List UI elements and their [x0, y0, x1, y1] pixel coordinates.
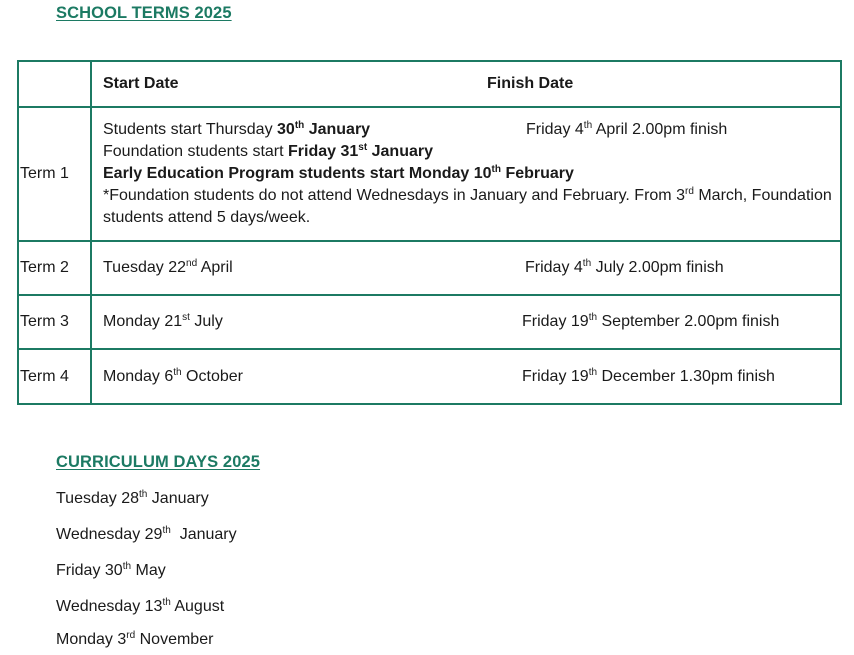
header-empty-cell	[18, 61, 91, 107]
term-4-details	[91, 349, 841, 404]
school-terms-heading: SCHOOL TERMS 2025	[56, 4, 232, 22]
term-label: Term 4	[18, 349, 91, 404]
finish-date-header: Finish Date	[487, 75, 574, 92]
header-cell	[91, 61, 841, 107]
term-2-start-date: Tuesday 22nd April	[103, 258, 233, 276]
table-row-term-2	[18, 241, 841, 295]
table-row-term-3	[18, 295, 841, 349]
term-2-details	[91, 241, 841, 295]
curriculum-days-heading: CURRICULUM DAYS 2025	[56, 453, 261, 471]
term-4-finish-date: Friday 19th December 1.30pm finish	[522, 366, 775, 385]
start-date-header: Start Date	[103, 75, 179, 92]
term-2-finish-date: Friday 4th July 2.00pm finish	[525, 258, 724, 276]
term-1-students-start: Students start Thursday 30th January Friday 4th April 2.00pm finish	[103, 119, 836, 141]
list-item: Friday 30th May	[56, 561, 166, 579]
term-1-details	[91, 107, 841, 241]
term-4-start-date: Monday 6th October	[103, 366, 243, 385]
term-label: Term 3	[18, 295, 91, 349]
list-item: Tuesday 28th January	[56, 489, 209, 507]
table-header-row	[18, 61, 841, 107]
term-1-foundation-start: Foundation students start Friday 31st January	[103, 142, 433, 160]
term-3-start-date: Monday 21st July	[103, 312, 223, 330]
table-row-term-4	[18, 349, 841, 404]
term-1-early-education-start: Early Education Program students start Monday 10th February	[103, 164, 574, 182]
term-label: Term 1	[18, 107, 91, 241]
term-label: Term 2	[18, 241, 91, 295]
table-row-term-1	[18, 107, 841, 241]
list-item: Monday 3rd November	[56, 630, 214, 648]
term-3-details	[91, 295, 841, 349]
term-3-finish-date: Friday 19th September 2.00pm finish	[522, 312, 780, 330]
list-item: Wednesday 13th August	[56, 597, 225, 615]
school-terms-table	[17, 60, 842, 405]
term-1-foundation-note: *Foundation students do not attend Wednesdays in January and February. From 3rd March, Foundation students attend 5 days/week.	[103, 186, 832, 226]
list-item: Wednesday 29th January	[56, 525, 237, 543]
term-1-finish-date: Friday 4th April 2.00pm finish	[526, 120, 728, 138]
